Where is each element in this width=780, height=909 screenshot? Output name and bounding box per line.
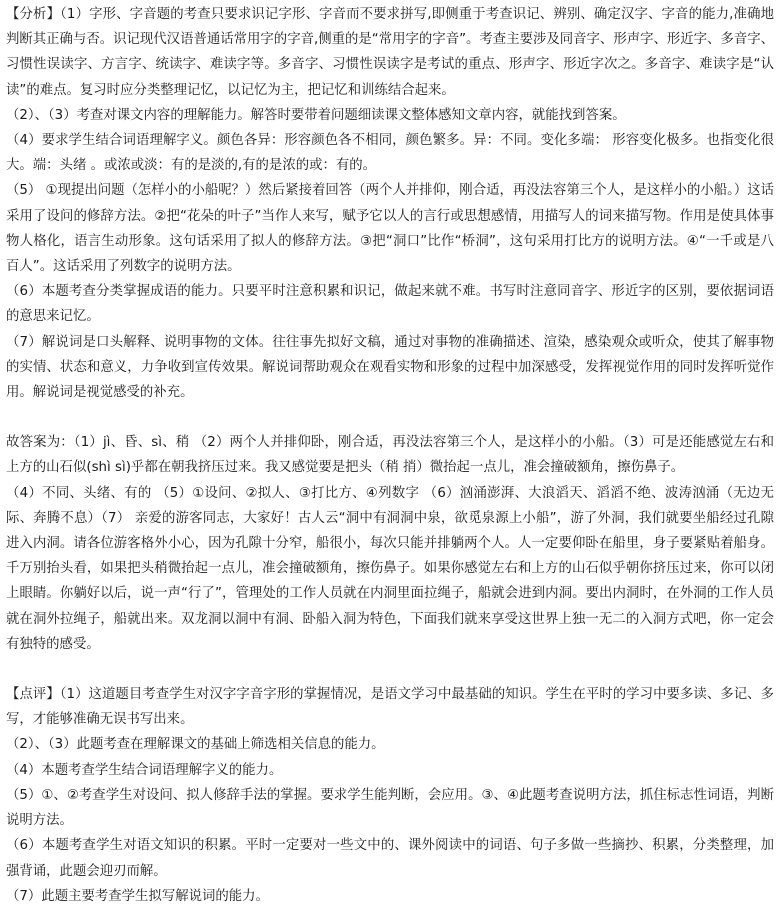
comment-paragraph-1: 【点评】（1）这道题目考查学生对汉字字音字形的掌握情况，是语文学习中最基础的知识。学生在平时的学习中要多读、多记、多写，才能够准确无误书写出来。 bbox=[6, 687, 774, 728]
analysis-section bbox=[6, 2, 774, 405]
analysis-paragraph-4: （5） ①现提出问题（怎样小的小船呢？）然后紧接着回答（两个人并排仰，刚合适，再没法容第三个人，是这样小的小船。）这话采用了设问的修辞方法。②把“花朵的叶子”当作人来写，赋予它以人的言行或思想感情，用描写人的词来描写物。作用是使具体事物人格化，语言生动形象。这句话采用了拟人的修辞方法。③把“洞口”比作“桥洞”，这句采用打比方的说明方法。④“一千或是八百人”。这话采用了列数字的说明方法。 bbox=[6, 183, 774, 275]
analysis-paragraph-3: （4）要求学生结合词语理解字义。颜色各异：形容颜色各不相同，颜色繁多。异：不同。变化多端： 形容变化极多。也指变化很大。端：头绪 。或浓或淡：有的是淡的,有的是浓的或：有的。 bbox=[6, 133, 774, 174]
comment-paragraph-6: （7）此题主要考查学生拟写解说词的能力。 bbox=[6, 888, 269, 904]
analysis-paragraph-2: （2）、（3）考查对课文内容的理解能力。解答时要带着问题细读课文整体感知文章内容，就能找到答案。 bbox=[6, 107, 626, 123]
comment-section bbox=[6, 682, 774, 909]
analysis-paragraph-5: （6）本题考查分类掌握成语的能力。只要平时注意积累和识记，做起来就不难。书写时注意同音字、形近字的区别，要依据词语的意思来记忆。 bbox=[6, 284, 774, 325]
analysis-paragraph-6: （7）解说词是口头解释、说明事物的文体。往往事先拟好文稿，通过对事物的准确描述、渲染，感染观众或听众，使其了解事物的实情、状态和意义，力争收到宣传效果。解说词帮助观众在观看实物和形象的过程中加深感受，发挥视觉作用的同时发挥听觉作用。解说词是视觉感受的补充。 bbox=[6, 334, 774, 401]
answer-paragraph-2: （4）不同、头绪、有的 （5）①设问、②拟人、③打比方、④列数字 （6）汹涌澎湃、大浪滔天、滔滔不绝、波涛汹涌（无边无际、奔腾不息）（7） 亲爱的游客同志，大家好！古人云“洞中有洞洞中泉，欲觅泉源上小船”，游了外洞，我们就要坐船经过孔隙进入内洞。请各位游客格外小心，因为孔隙十分窄，船很小，每次只能并排躺两个人。人一定要仰卧在船里，身子要紧贴着船身。千万别抬头看，如果把头稍微抬起一点儿，准会撞破额角，擦伤鼻子。如果你感觉左右和上方的山石似乎朝你挤压过来，你可以闭上眼睛。你躺好以后，说一声“行了”，管理处的工作人员就在内洞里面拉绳子，船就会进到内洞。要出内洞时，在外洞的工作人员就在洞外拉绳子，船就出来。双龙洞以洞中有洞、卧船入洞为特色，下面我们就来享受这世界上独一无二的入洞方式吧，你一定会有独特的感受。 bbox=[6, 485, 774, 652]
analysis-paragraph-1: 【分析】（1）字形、字音题的考查只要求识记字形、字音而不要求拼写,即侧重于考查识记、辨别、确定汉字、字音的能力,准确地判断其正确与否。识记现代汉语普通话常用字的字音,侧重的是“常用字的字音”。考查主要涉及同音字、形声字、形近字、多音字、习惯性误读字、方言字、统读字、难读字等。多音字、习惯性误读字是考试的重点、形声字、形近字次之。多音字、难读字是“认读”的难点。复习时应分类整理记忆，以记忆为主，把记忆和训练结合起来。 bbox=[6, 7, 775, 98]
comment-paragraph-5: （6）本题考查学生对语文知识的积累。平时一定要对一些文中的、课外阅读中的词语、句子多做一些摘抄、积累，分类整理，加强背诵，此题会迎刃而解。 bbox=[6, 838, 774, 879]
comment-paragraph-3: （4）本题考查学生结合词语理解字义的能力。 bbox=[6, 762, 283, 778]
answer-section bbox=[6, 430, 774, 657]
section-spacer bbox=[6, 657, 774, 682]
comment-paragraph-2: （2）、（3）此题考查在理解课文的基础上筛选相关信息的能力。 bbox=[6, 737, 385, 753]
answer-paragraph-1: 故答案为：（1）jì、昏、sì、稍 （2）两个人并排仰卧，刚合适，再没法容第三个人，是这样小的小船。（3）可是还能感觉左右和上方的山石似(shì sì)乎都在朝我挤压过来。我又感觉要是把头（稍 捎）微抬起一点儿，准会撞破额角，擦伤鼻子。 bbox=[6, 435, 774, 476]
comment-paragraph-4: （5）①、②考查学生对设问、拟人修辞手法的掌握。要求学生能判断，会应用。③、④此题考查说明方法，抓住标志性词语，判断说明方法。 bbox=[6, 787, 774, 829]
section-spacer bbox=[6, 405, 774, 430]
